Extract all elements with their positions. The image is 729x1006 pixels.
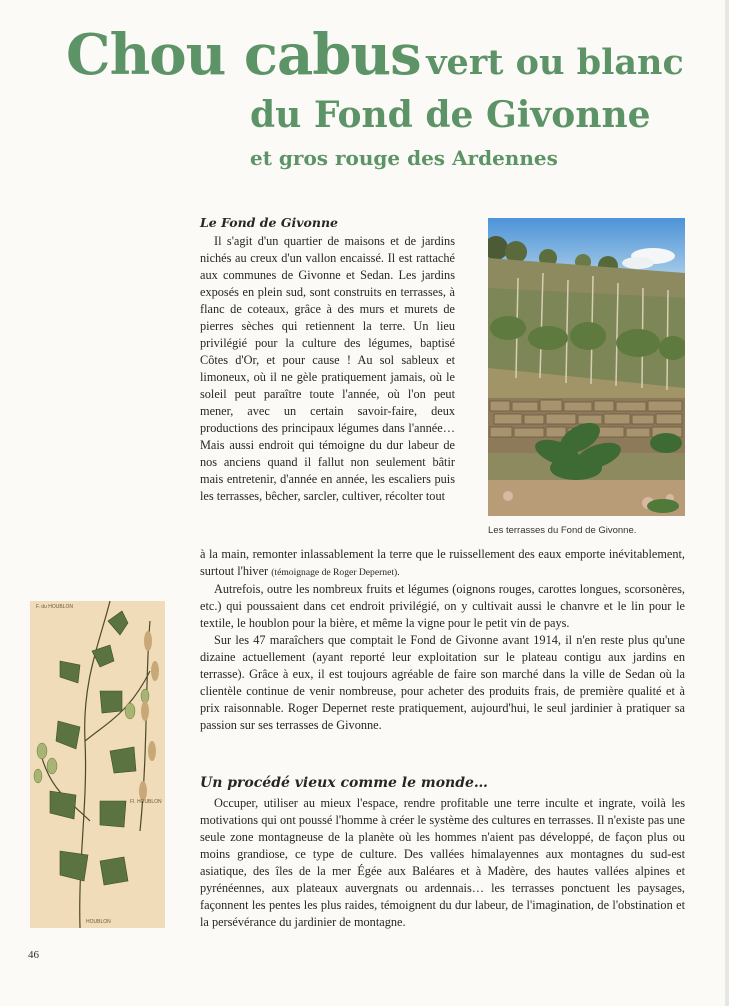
title-variant: vert ou blanc: [426, 42, 684, 83]
plate-label-middle: Fl. HOUBLON: [130, 799, 162, 805]
paragraph-intro: Il s'agit d'un quartier de maisons et de jardins nichés au creux d'un vallon encaissé. Il est rattaché aux communes de Givonne et Sedan. Les jardins exposés en plein sud, sont construits en terrasses, à flanc de coteaux, grâce à des murs et murets de pierres sèches qui retiennent la terre. Un lieu privilégié pour la culture des légumes, baptisé Côtes d'Or, et pour cause ! Au sol sableux et limoneux, où il ne gèle pratiquement jamais, où le soleil peut paraître toute l'année, où l'on peut mener, avec un certain savoir-faire, deux productions des principaux légumes dans l'année… Mais aussi endroit qui témoigne du dur labeur de nos anciens quand il fallut non seulement bâtir mais entretenir, d'année en année, les escaliers puis les terrasses, bêcher, sarcler, cultiver, récolter tout: [200, 234, 455, 503]
paragraph-market-gardeners: Sur les 47 maraîchers que comptait le Fond de Givonne avant 1914, il n'en reste plus qu'une dizaine actuellement (ayant reporté leur exploitation sur le plateau contigu aux jardins en terrasse). Grâce à eux, il est toujours agréable de faire son marché dans la ville de Sedan où la clientèle continue de venir nombreuse, pour acheter des produits frais, de première qualité et à prix raisonnable. Roger Depernet reste pratiquement, aujourd'hui, le seul jardinier à pratiquer sa passion sur ses terrasses de Givonne.: [200, 633, 685, 732]
intro-continued-text: à la main, remonter inlassablement la terre que le ruissellement des eaux emporte inévitablement, surtout l'hiver: [200, 547, 685, 578]
photo-caption: Les terrasses du Fond de Givonne.: [488, 525, 637, 536]
testimony-credit: (témoignage de Roger Depernet).: [271, 567, 400, 578]
page-edge: [725, 0, 729, 1006]
page-number: 46: [28, 949, 39, 961]
title-line-2: du Fond de Givonne: [250, 94, 651, 136]
text-column-wide: [200, 546, 685, 734]
text-column-section2: [200, 795, 685, 931]
paragraph-terraces-worldwide: Occuper, utiliser au mieux l'espace, rendre profitable une terre inculte et ingrate, voilà les motivations qui ont poussé l'homme à créer le système des cultures en terrasses. Il n'existe pas une seule zone montagneuse de la planète où les hommes n'aient pas développé, de façon plus ou moins grandiose, ce type de culture. Des vallées himalayennes aux montagnes du sud-est asiatique, des îles de la mer Égée aux Baléares et à Madère, des hautes vallées alpines et pyrénéennes, aux plateaux auvergnats ou ardennais… les terrasses ponctuent les paysages, façonnent les pentes les plus raides, témoignent du dur labeur, de l'imagination, de l'obstination et la persévérance du jardinier de montagne.: [200, 796, 685, 929]
section-heading-fond-de-givonne: Le Fond de Givonne: [200, 215, 339, 230]
plate-label-bottom: HOUBLON: [86, 919, 111, 925]
title-line-3: et gros rouge des Ardennes: [250, 146, 558, 170]
botanical-plate-hop: [30, 601, 165, 928]
section-heading-ancient-method: Un procédé vieux comme le monde…: [200, 775, 488, 791]
title-main: Chou cabus: [66, 22, 421, 88]
text-column-narrow: [200, 233, 455, 505]
plate-label-top: F. du HOUBLON: [36, 604, 73, 610]
title-line-1: [66, 22, 684, 88]
paragraph-crops: Autrefois, outre les nombreux fruits et légumes (oignons rouges, carottes longues, scorsonères, etc.) qui poussaient dans cet endroit privilégié, on y cultivait aussi le chanvre et le lin pour le textile, le houblon pour la bière, et même la vigne pour le petit vin de pays.: [200, 582, 685, 630]
terrace-photo: [488, 218, 685, 516]
paragraph-intro-continued: [200, 546, 685, 581]
